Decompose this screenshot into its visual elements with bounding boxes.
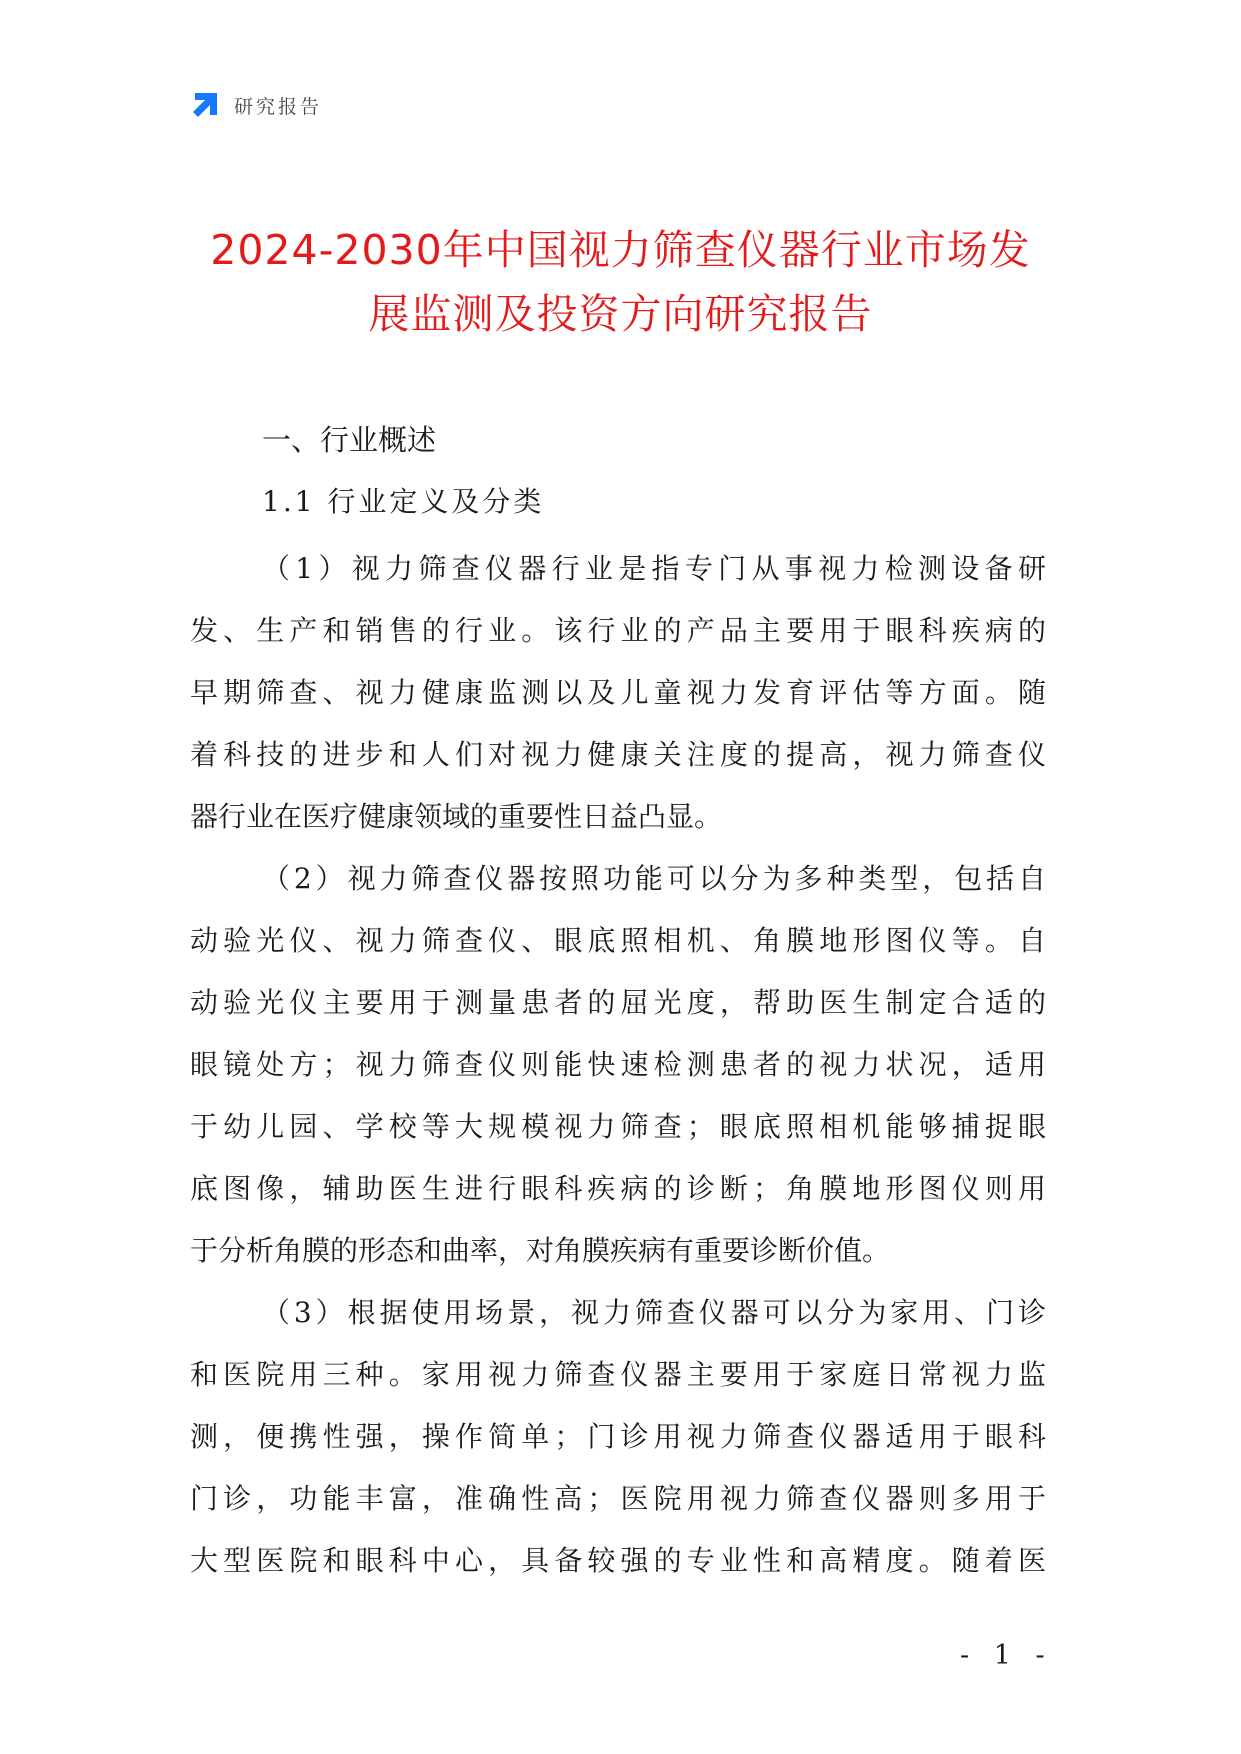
section-heading: 一、行业概述 — [262, 423, 437, 457]
paragraph-line: 着科技的进步和人们对视力健康关注度的提高，视力筛查仪 — [190, 738, 1046, 771]
paragraph-line: 器行业在医疗健康领域的重要性日益凸显。 — [190, 800, 723, 833]
header-label: 研究报告 — [234, 95, 323, 118]
subsection-heading: 1.1 行业定义及分类 — [262, 485, 545, 518]
paragraph-line: 测，便携性强，操作简单；门诊用视力筛查仪器适用于眼科 — [190, 1420, 1046, 1453]
paragraph-line: （3）根据使用场景，视力筛查仪器可以分为家用、门诊 — [262, 1296, 1046, 1329]
paragraph — [190, 538, 1046, 848]
paragraph-line: 早期筛查、视力健康监测以及儿童视力发育评估等方面。随 — [190, 676, 1046, 709]
arrow-up-right-icon — [190, 90, 220, 120]
title-line: 2024-2030年中国视力筛查仪器行业市场发 — [210, 226, 1031, 274]
paragraph-line: 动验光仪主要用于测量患者的屈光度，帮助医生制定合适的 — [190, 986, 1046, 1019]
paragraph-line: 动验光仪、视力筛查仪、眼底照相机、角膜地形图仪等。自 — [190, 924, 1046, 957]
document-body — [190, 538, 1046, 1592]
title-line: 展监测及投资方向研究报告 — [368, 290, 873, 338]
paragraph — [190, 1282, 1046, 1592]
document-title — [150, 218, 1091, 346]
page-number: - 1 - — [960, 1640, 1053, 1671]
paragraph-line: 和医院用三种。家用视力筛查仪器主要用于家庭日常视力监 — [190, 1358, 1046, 1391]
paragraph-line: 底图像，辅助医生进行眼科疾病的诊断；角膜地形图仪则用 — [190, 1172, 1046, 1205]
report-header — [190, 88, 322, 122]
paragraph-line: 大型医院和眼科中心，具备较强的专业性和高精度。随着医 — [190, 1544, 1046, 1577]
paragraph-line: 于分析角膜的形态和曲率，对角膜疾病有重要诊断价值。 — [190, 1234, 891, 1267]
paragraph-line: 发、生产和销售的行业。该行业的产品主要用于眼科疾病的 — [190, 614, 1046, 647]
paragraph-line: 门诊，功能丰富，准确性高；医院用视力筛查仪器则多用于 — [190, 1482, 1046, 1515]
paragraph-line: （1）视力筛查仪器行业是指专门从事视力检测设备研 — [262, 552, 1046, 585]
paragraph-line: 于幼儿园、学校等大规模视力筛查；眼底照相机能够捕捉眼 — [190, 1110, 1046, 1143]
paragraph-line: 眼镜处方；视力筛查仪则能快速检测患者的视力状况，适用 — [190, 1048, 1046, 1081]
paragraph — [190, 848, 1046, 1282]
paragraph-line: （2）视力筛查仪器按照功能可以分为多种类型，包括自 — [262, 862, 1046, 895]
